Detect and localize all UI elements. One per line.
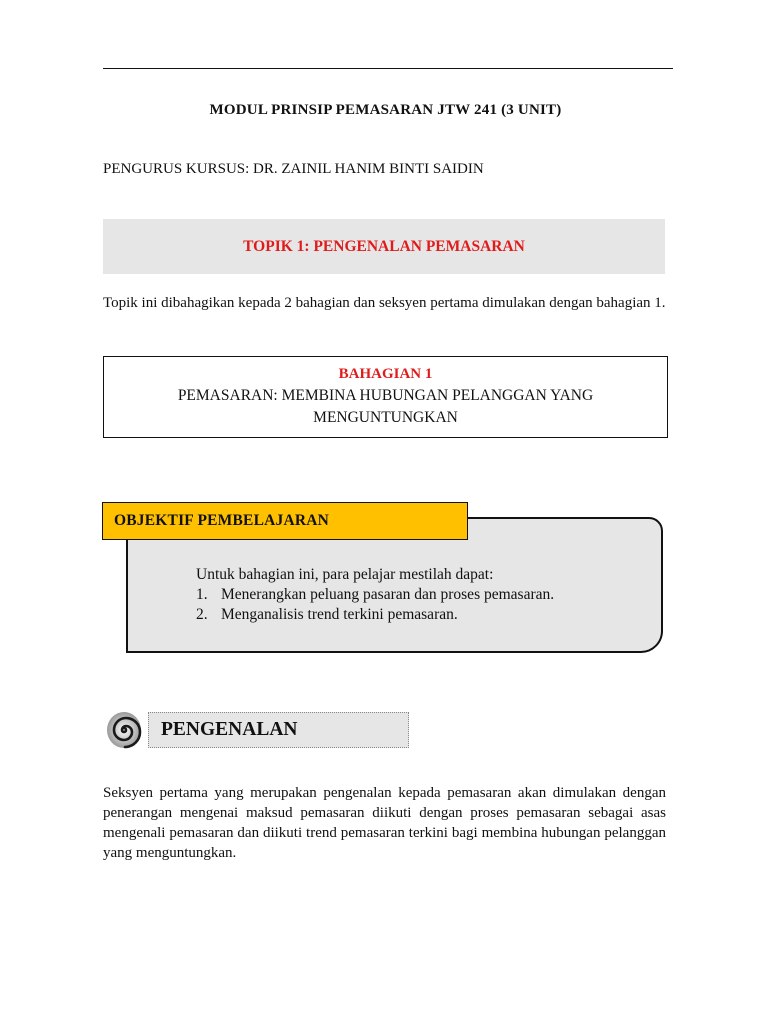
topic-title: TOPIK 1: PENGENALAN PEMASARAN	[243, 237, 525, 255]
module-title: MODUL PRINSIP PEMASARAN JTW 241 (3 UNIT)	[209, 102, 562, 118]
objectives-heading-tab	[102, 502, 468, 540]
introduction-paragraph: Seksyen pertama yang merupakan pengenalan kepada pemasaran akan dimulakan dengan penerangan mengenai maksud pemasaran diikuti dengan proses pemasaran sebagai asas mengenali pemasaran dan diikuti trend pemasaran terkini bagi membina hubungan pelanggan yang menguntungkan.	[103, 785, 666, 861]
list-item-number: 1.	[196, 586, 208, 603]
section-box	[103, 356, 668, 438]
objectives-heading: OBJEKTIF PEMBELAJARAN	[114, 512, 330, 529]
list-item-number: 2.	[196, 606, 208, 623]
list-item-text: Menganalisis trend terkini pemasaran.	[221, 606, 458, 623]
section-description: PEMASARAN: MEMBINA HUBUNGAN PELANGGAN YANG MENGUNTUNGKAN	[177, 387, 594, 426]
spiral-icon	[106, 711, 142, 749]
topic-intro-text: Topik ini dibahagikan kepada 2 bahagian dan seksyen pertama dimulakan dengan bahagian 1.	[103, 295, 666, 311]
course-manager: PENGURUS KURSUS: DR. ZAINIL HANIM BINTI SAIDIN	[103, 161, 484, 177]
objectives-lead: Untuk bahagian ini, para pelajar mestilah dapat:	[196, 566, 494, 583]
section-label: BAHAGIAN 1	[338, 366, 433, 382]
objectives-body	[196, 565, 554, 625]
list-item	[196, 605, 554, 625]
topic-banner	[103, 219, 665, 274]
objectives-list	[196, 585, 554, 625]
list-item	[196, 585, 554, 605]
top-rule	[103, 68, 673, 69]
introduction-heading: PENGENALAN	[161, 719, 298, 740]
introduction-heading-box	[148, 712, 409, 748]
list-item-text: Menerangkan peluang pasaran dan proses pemasaran.	[221, 586, 555, 603]
